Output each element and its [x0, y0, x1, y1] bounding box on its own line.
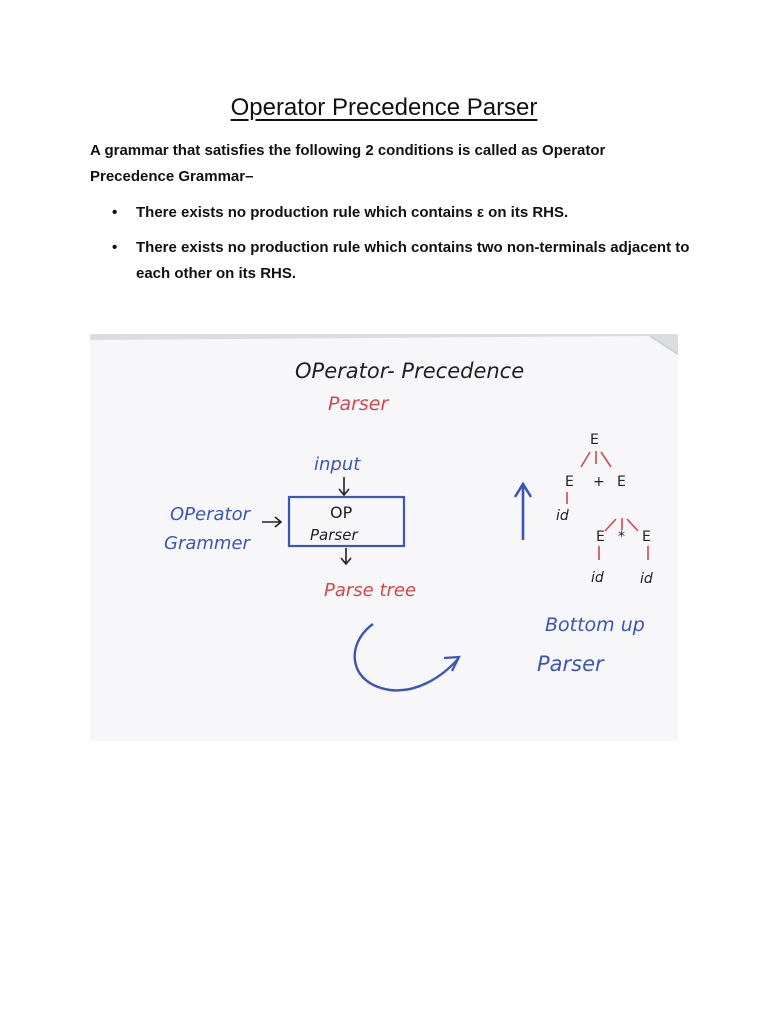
box-line2: Parser	[310, 526, 358, 544]
list-item	[90, 200, 690, 226]
tree-node: E	[617, 474, 626, 490]
tree-node: id	[556, 508, 569, 524]
condition-text: There exists no production rule which contains two non-terminals adjacent to each other on its RHS.	[136, 239, 690, 282]
tree-node: *	[618, 529, 625, 545]
tree-node: E	[565, 474, 574, 490]
tree-node: id	[640, 571, 653, 587]
whiteboard-drawing	[90, 334, 678, 741]
tree-node: E	[596, 529, 605, 545]
tree-node: E	[590, 432, 599, 448]
output-label: Parse tree	[324, 580, 417, 601]
box-line1: OP	[330, 503, 353, 522]
bullet-icon: •	[112, 239, 118, 256]
left-label-line2: Grammer	[164, 533, 250, 554]
list-item	[90, 235, 690, 287]
heading-line2: Parser	[328, 393, 389, 415]
intro-paragraph: A grammar that satisfies the following 2 conditions is called as Operator Precedence Grammar–	[90, 142, 606, 185]
tree-node: +	[593, 474, 605, 490]
page-title: Operator Precedence Parser	[230, 94, 538, 121]
condition-text: There exists no production rule which contains ε on its RHS.	[136, 204, 569, 221]
whiteboard-photo	[90, 334, 678, 741]
left-label-line1: OPerator	[170, 504, 250, 525]
input-label: input	[314, 454, 361, 475]
condition-list	[90, 200, 690, 296]
tree-node: E	[642, 529, 651, 545]
caption-line2: Parser	[537, 652, 604, 676]
caption-line1: Bottom up	[545, 614, 645, 636]
tree-node: id	[591, 570, 604, 586]
bullet-icon: •	[112, 204, 118, 221]
heading-line1: OPerator- Precedence	[295, 359, 525, 383]
